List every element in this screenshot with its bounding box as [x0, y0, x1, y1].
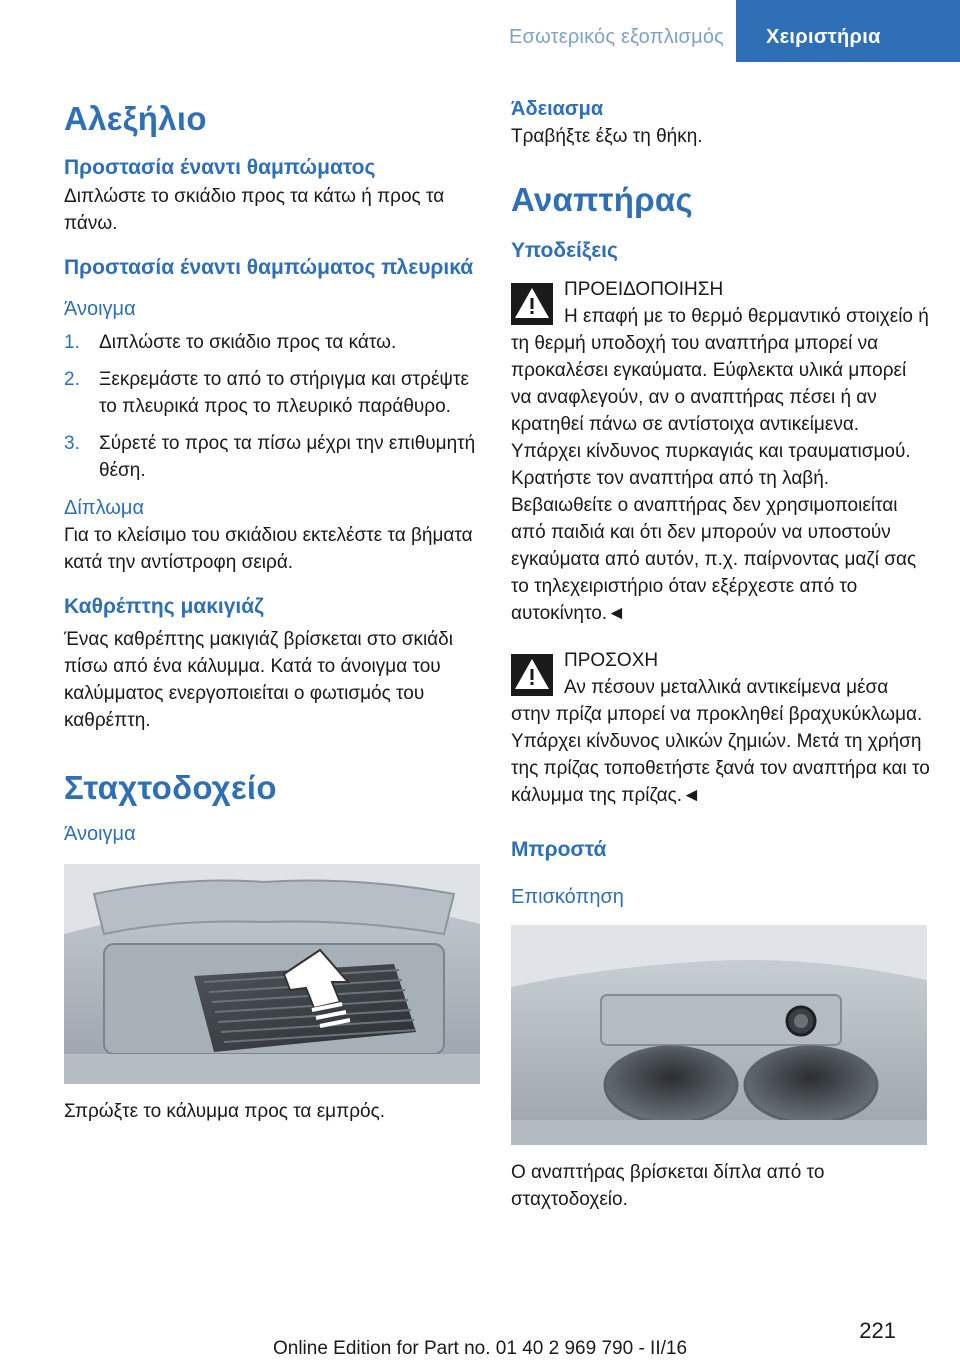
list-item: 2. Ξεκρεμάστε το από το στήριγμα και στρέψτε το πλευρικά προς το πλευρικό παράθυρο.	[64, 369, 469, 417]
list-item: 3. Σύρετέ το προς τα πίσω μέχρι την επιθυμητή θέση.	[64, 433, 476, 481]
page-header	[0, 0, 960, 62]
opening-steps	[64, 329, 484, 484]
ashtray-illustration	[64, 864, 480, 1084]
glare-protection-heading: Προστασία έναντι θαμπώματος	[64, 156, 376, 179]
page-number: 221	[859, 1318, 896, 1343]
left-column	[64, 95, 484, 1125]
warning-triangle-icon	[511, 283, 553, 325]
warning-text: Η επαφή με το θερμό θερμαντικό στοιχείο ή τη θερμή υποδοχή του αναπτήρα μπορεί να προκαλέσει εγκαύματα. Εύφλεκτα υλικά μπορεί να αναφλεγούν, αν ο αναπτήρας πέσει ή αν κρατηθεί πάνω σε αντίστοιχα αντικείμενα. Υπάρχει κίνδυνος πυρκαγιάς και τραυματισμού. Κρατήστε τον αναπτήρα από τη λαβή. Βεβαιωθείτε ο αναπτήρας δεν χρησιμοποιείται από παιδιά και ότι δεν μπορούν να υποστούν εγκαύματα από αυτόν, π.χ. παίρνοντας μαζί σας το τηλεχειριστήριο όταν εξέρχεστε από το αυτοκίνητο.◄	[511, 306, 929, 624]
warning-block	[511, 276, 931, 627]
ashtray-heading: Σταχτοδοχείο	[64, 769, 277, 806]
right-column	[511, 95, 931, 1213]
caution-text: Αν πέσουν μεταλλικά αντικείμενα μέσα στην πρίζα μπορεί να προκληθεί βραχυκύκλωμα. Υπάρχει κίνδυνος υλικών ζημιών. Μετά τη χρήση της πρίζας τοποθετήστε ξανά τον αναπτήρα και το κάλυμμα της πρίζας.◄	[511, 677, 930, 806]
lighter-socket	[787, 1007, 815, 1035]
opening-heading: Άνοιγμα	[64, 298, 136, 320]
chapter-tab	[736, 0, 960, 62]
side-glare-heading: Προστασία έναντι θαμπώματος πλευρικά	[64, 256, 474, 279]
warning-label: ΠΡΟΕΙΔΟΠΟΙΗΣΗ	[564, 279, 724, 300]
lighter-caption: Ο αναπτήρας βρίσκεται δίπλα από το σταχτοδοχείο.	[511, 1162, 825, 1210]
vanity-mirror-text: Ένας καθρέπτης μακιγιάζ βρίσκεται στο σκιάδι πίσω από ένα κάλυμμα. Κατά το άνοιγμα του καλύμματος ενεργοποιείται ο φωτισμός του καθρέπτη.	[64, 629, 453, 731]
emptying-text: Τραβήξτε έξω τη θήκη.	[511, 126, 703, 147]
sun-visor-heading: Αλεξήλιο	[64, 100, 207, 137]
ashtray-caption: Σπρώξτε το κάλυμμα προς τα εμπρός.	[64, 1101, 386, 1122]
overview-heading: Επισκόπηση	[511, 886, 624, 908]
list-item: 1. Διπλώστε το σκιάδιο προς τα κάτω.	[64, 332, 397, 353]
section-breadcrumb: Εσωτερικός εξοπλισμός	[509, 26, 724, 48]
warning-triangle-icon	[511, 654, 553, 696]
edition-note: Online Edition for Part no. 01 40 2 969 790 - II/16	[272, 1338, 688, 1359]
folding-text: Για το κλείσιμο του σκιάδιου εκτελέστε τα βήματα κατά την αντίστροφη σειρά.	[64, 525, 473, 573]
notes-heading: Υποδείξεις	[511, 239, 618, 262]
glare-protection-text: Διπλώστε το σκιάδιο προς τα κάτω ή προς τα πάνω.	[64, 186, 445, 234]
vanity-mirror-heading: Καθρέπτης μακιγιάζ	[64, 595, 264, 618]
front-heading: Μπροστά	[511, 838, 607, 861]
caution-label: ΠΡΟΣΟΧΗ	[564, 650, 659, 671]
folding-heading: Δίπλωμα	[64, 497, 144, 519]
chapter-label: Χειριστήρια	[766, 26, 881, 48]
lighter-heading: Αναπτήρας	[511, 181, 693, 218]
emptying-heading: Άδειασμα	[511, 98, 604, 120]
lighter-illustration	[511, 925, 927, 1145]
caution-block	[511, 647, 931, 809]
ashtray-opening-heading: Άνοιγμα	[64, 823, 136, 845]
